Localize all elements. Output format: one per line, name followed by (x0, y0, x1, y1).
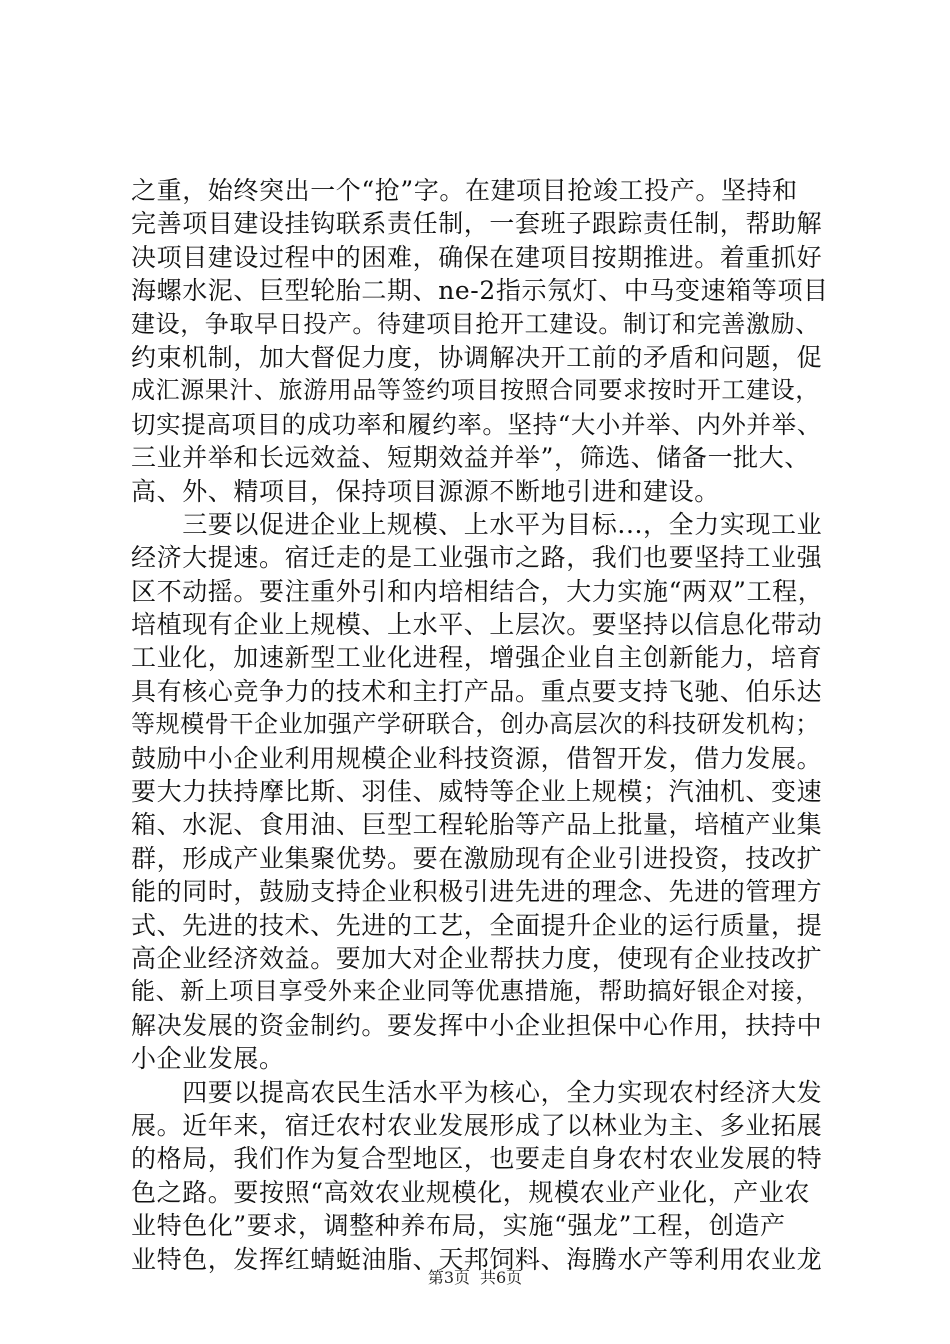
text-line: 鼓励中小企业利用规模企业科技资源，借智开发，借力发展。 (131, 743, 823, 773)
body-text (131, 174, 831, 1276)
text-line: 切实提高项目的成功率和履约率。坚持“大小并举、内外并举、 (131, 409, 822, 439)
paragraph-start-line: 四要以提高农民生活水平为核心，全力实现农村经济大发 (131, 1077, 823, 1107)
text-line: 小企业发展。 (131, 1044, 285, 1074)
text-line: 展。近年来，宿迁农村农业发展形成了以林业为主、多业拓展 (131, 1110, 823, 1140)
text-line: 海螺水泥、巨型轮胎二期、ne-2指示氖灯、中马变速箱等项目 (131, 276, 829, 306)
paragraph-start-line: 三要以促进企业上规模、上水平为目标...，全力实现工业 (131, 509, 823, 539)
text-line: 高企业经济效益。要加大对企业帮扶力度，使现有企业技改扩 (131, 943, 823, 973)
text-line: 箱、水泥、食用油、巨型工程轮胎等产品上批量，培植产业集 (131, 810, 823, 840)
text-line: 约束机制，加大督促力度，协调解决开工前的矛盾和问题，促 (131, 342, 823, 372)
text-line: 等规模骨干企业加强产学研联合，创办高层次的科技研发机构； (131, 710, 820, 739)
text-line: 能、新上项目享受外来企业同等优惠措施，帮助搞好银企对接， (131, 977, 820, 1006)
text-line: 业特色，发挥红蜻蜓油脂、天邦饲料、海腾水产等利用农业龙 (131, 1244, 823, 1274)
text-line: 能的同时，鼓励支持企业积极引进先进的理念、先进的管理方 (131, 877, 823, 907)
text-line: 培植现有企业上规模、上水平、上层次。要坚持以信息化带动 (131, 610, 823, 640)
text-line: 建设，争取早日投产。待建项目抢开工建设。制订和完善激励、 (131, 309, 820, 338)
text-line: 决项目建设过程中的困难，确保在建项目按期推进。着重抓好 (131, 242, 823, 272)
text-line: 的格局，我们作为复合型地区，也要走自身农村农业发展的特 (131, 1144, 823, 1174)
page-footer (0, 1268, 950, 1288)
page-number: 第3页 (427, 1268, 470, 1287)
text-line: 要大力扶持摩比斯、羽佳、威特等企业上规模；汽油机、变速 (131, 777, 823, 807)
text-line: 之重，始终突出一个“抢”字。在建项目抢竣工投产。坚持和 (131, 176, 798, 205)
text-line: 具有核心竞争力的技术和主打产品。重点要支持飞驰、伯乐达 (131, 676, 823, 706)
text-line: 业特色化”要求，调整种养布局，实施“强龙”工程，创造产 (131, 1211, 786, 1241)
page-total: 共6页 (480, 1268, 523, 1287)
text-line: 三业并举和长远效益、短期效益并举”，筛选、储备一批大、 (131, 443, 810, 473)
text-line: 经济大提速。宿迁走的是工业强市之路，我们也要坚持工业强 (131, 543, 823, 573)
text-line: 色之路。要按照“高效农业规模化，规模农业产业化，产业农 (131, 1177, 810, 1207)
text-line: 成汇源果汁、旅游用品等签约项目按照合同要求按时开工建设， (131, 376, 820, 405)
text-line: 工业化，加速新型工业化进程，增强企业自主创新能力，培育 (131, 643, 823, 673)
text-line: 区不动摇。要注重外引和内培相结合，大力实施“两双”工程， (131, 576, 824, 606)
text-line: 式、先进的技术、先进的工艺，全面提升企业的运行质量，提 (131, 910, 823, 940)
text-line: 完善项目建设挂钩联系责任制，一套班子跟踪责任制，帮助解 (131, 209, 823, 239)
text-line: 解决发展的资金制约。要发挥中小企业担保中心作用，扶持中 (131, 1010, 823, 1040)
text-line: 群，形成产业集聚优势。要在激励现有企业引进投资，技改扩 (131, 843, 823, 873)
text-line: 高、外、精项目，保持项目源源不断地引进和建设。 (131, 476, 720, 506)
